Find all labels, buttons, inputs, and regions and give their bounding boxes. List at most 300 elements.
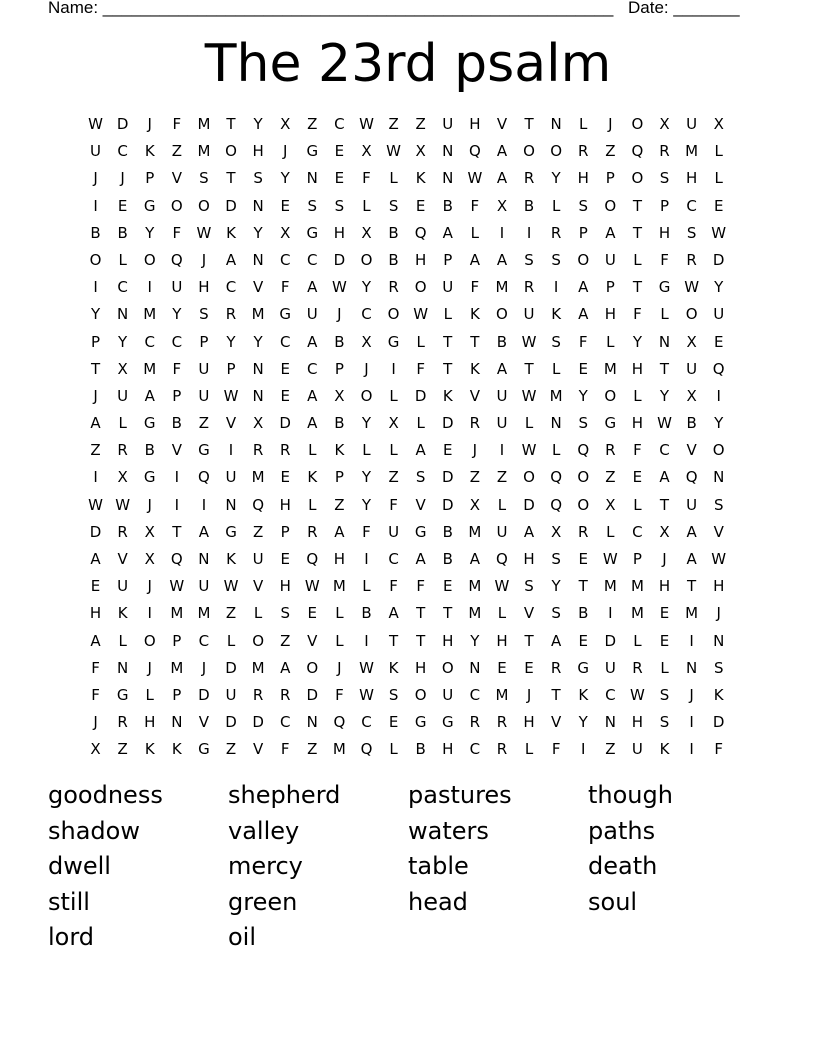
grid-letter: O <box>604 386 617 405</box>
grid-letter: J <box>526 685 532 704</box>
grid-letter: H <box>523 550 535 568</box>
grid-letter: O <box>577 468 590 487</box>
grid-letter: Z <box>388 115 399 133</box>
grid-letter: C <box>307 250 318 269</box>
grid-letter: F <box>633 441 642 460</box>
grid-letter: S <box>524 250 534 269</box>
grid-letter: A <box>415 550 426 568</box>
grid-letter: C <box>469 740 481 759</box>
grid-letter: G <box>306 223 319 242</box>
grid-letter: R <box>252 441 264 460</box>
word-bank-item: valley <box>228 816 300 845</box>
grid-letter: O <box>523 142 535 161</box>
grid-letter: L <box>714 169 723 188</box>
grid-letter: L <box>470 223 480 242</box>
grid-letter: S <box>388 685 399 704</box>
grid-letter: J <box>147 658 152 677</box>
grid-letter: K <box>388 658 399 677</box>
grid-letter: M <box>630 577 644 596</box>
grid-letter: T <box>172 522 182 541</box>
grid-letter: K <box>713 685 724 704</box>
grid-letter: Y <box>361 278 372 297</box>
grid-letter: Z <box>388 468 399 487</box>
grid-letter: I <box>689 740 694 759</box>
grid-letter: V <box>496 115 508 133</box>
grid-letter: M <box>495 278 509 297</box>
grid-letter: V <box>225 414 237 433</box>
grid-letter: D <box>306 685 319 704</box>
grid-letter: H <box>713 577 725 596</box>
grid-letter: E <box>443 577 453 596</box>
grid-letter: Y <box>551 169 561 188</box>
grid-letter: Y <box>280 169 290 188</box>
grid-letter: M <box>251 658 265 677</box>
grid-letter: I <box>147 278 152 297</box>
grid-letter: Z <box>198 414 210 433</box>
grid-letter: J <box>337 658 342 677</box>
grid-letter: L <box>497 495 507 514</box>
grid-letter: L <box>579 115 588 133</box>
grid-letter: C <box>659 441 670 460</box>
grid-letter: C <box>171 332 183 351</box>
grid-letter: P <box>226 359 236 378</box>
grid-letter: M <box>197 604 211 623</box>
grid-letter: L <box>497 604 507 623</box>
grid-letter: A <box>659 468 670 487</box>
grid-letter: A <box>307 414 318 433</box>
grid-letter: K <box>334 441 345 460</box>
grid-letter: W <box>467 169 483 188</box>
grid-letter: X <box>252 414 264 433</box>
grid-letter: N <box>252 250 264 269</box>
grid-letter: C <box>117 142 128 161</box>
grid-letter: L <box>633 495 642 514</box>
grid-letter: E <box>388 713 399 732</box>
grid-letter: O <box>306 658 319 677</box>
grid-letter: W <box>359 658 374 677</box>
grid-letter: E <box>497 658 507 677</box>
grid-letter: L <box>145 685 154 704</box>
grid-letter: D <box>441 414 454 433</box>
grid-letter: B <box>442 196 453 215</box>
grid-letter: N <box>469 658 481 677</box>
grid-letter: K <box>659 740 670 759</box>
grid-letter: B <box>90 223 101 242</box>
grid-letter: D <box>225 658 237 677</box>
grid-letter: N <box>252 386 264 405</box>
grid-letter: X <box>117 359 128 378</box>
grid-letter: W <box>331 278 347 297</box>
grid-letter: W <box>304 577 320 596</box>
grid-letter: F <box>416 577 425 596</box>
grid-letter: U <box>604 658 616 677</box>
grid-letter: F <box>362 522 371 541</box>
grid-letter: M <box>549 386 563 405</box>
grid-letter: C <box>279 250 291 269</box>
grid-letter: V <box>171 169 182 188</box>
grid-letter: U <box>496 414 508 433</box>
grid-letter: U <box>306 305 318 324</box>
grid-letter: Q <box>170 550 183 568</box>
grid-letter: F <box>280 278 290 297</box>
grid-letter: Y <box>659 386 670 405</box>
grid-letter: C <box>144 332 155 351</box>
word-bank-item: mercy <box>228 852 303 880</box>
grid-letter: U <box>198 577 210 596</box>
grid-letter: L <box>118 250 127 269</box>
grid-letter: Y <box>253 332 263 351</box>
grid-letter: J <box>93 713 98 732</box>
grid-letter: H <box>631 359 644 378</box>
grid-letter: U <box>252 550 264 568</box>
word-bank-item: dwell <box>48 852 111 880</box>
grid-letter: E <box>117 196 128 215</box>
grid-letter: Z <box>171 142 182 161</box>
word-bank-item: death <box>588 852 658 880</box>
grid-letter: R <box>252 685 264 704</box>
grid-letter: T <box>632 278 642 297</box>
grid-letter: U <box>686 115 698 133</box>
grid-letter: W <box>494 577 510 596</box>
grid-letter: U <box>442 115 454 133</box>
grid-letter: L <box>551 359 561 378</box>
grid-letter: L <box>335 604 344 623</box>
grid-letter: K <box>469 359 480 378</box>
grid-letter: G <box>577 658 590 677</box>
grid-letter: Y <box>226 332 236 351</box>
grid-letter: G <box>658 278 671 297</box>
grid-letter: I <box>364 550 369 568</box>
grid-letter: M <box>630 604 644 623</box>
grid-letter: F <box>172 115 182 133</box>
grid-letter: S <box>307 196 318 215</box>
grid-letter: B <box>334 332 345 351</box>
grid-letter: W <box>521 386 537 405</box>
grid-letter: U <box>388 522 400 541</box>
grid-letter: M <box>468 604 482 623</box>
grid-letter: O <box>360 250 373 269</box>
grid-letter: X <box>659 115 670 133</box>
grid-letter: O <box>225 142 237 161</box>
grid-letter: U <box>523 305 535 324</box>
grid-letter: C <box>388 550 399 568</box>
grid-letter: A <box>90 631 101 650</box>
grid-letter: G <box>441 713 454 732</box>
grid-letter: J <box>608 115 613 133</box>
grid-letter: I <box>391 359 396 378</box>
grid-letter: D <box>604 631 617 650</box>
grid-letter: D <box>225 196 237 215</box>
grid-letter: E <box>280 386 290 405</box>
grid-letter: P <box>172 386 182 405</box>
grid-letter: N <box>713 468 725 487</box>
grid-letter: O <box>577 250 590 269</box>
grid-letter: L <box>443 305 452 324</box>
grid-letter: D <box>441 468 454 487</box>
grid-letter: L <box>118 631 127 650</box>
grid-letter: R <box>469 713 481 732</box>
grid-letter: D <box>252 713 264 732</box>
grid-letter: Q <box>577 441 590 460</box>
grid-letter: N <box>252 359 264 378</box>
grid-letter: U <box>686 495 698 514</box>
grid-letter: C <box>361 305 372 324</box>
grid-letter: N <box>171 713 183 732</box>
grid-letter: X <box>605 495 616 514</box>
grid-letter: O <box>496 305 508 324</box>
grid-letter: T <box>659 359 670 378</box>
grid-letter: X <box>90 740 101 759</box>
grid-letter: U <box>225 468 237 487</box>
grid-letter: L <box>308 441 317 460</box>
grid-letter: M <box>468 577 482 596</box>
grid-letter: K <box>226 550 236 568</box>
word-bank-item: shepherd <box>228 781 341 809</box>
grid-letter: G <box>414 522 427 541</box>
grid-letter: V <box>252 278 264 297</box>
grid-letter: G <box>604 414 617 433</box>
grid-letter: J <box>147 115 152 133</box>
grid-letter: A <box>496 250 508 269</box>
grid-letter: V <box>171 441 182 460</box>
grid-letter: D <box>116 115 129 133</box>
grid-letter: F <box>470 196 480 215</box>
grid-letter: Q <box>631 142 644 161</box>
grid-letter: T <box>416 604 426 623</box>
grid-letter: N <box>713 631 725 650</box>
grid-letter: H <box>496 631 508 650</box>
grid-letter: M <box>603 577 617 596</box>
grid-letter: Z <box>280 631 291 650</box>
grid-letter: Z <box>225 740 237 759</box>
grid-letter: J <box>282 142 288 161</box>
grid-letter: Y <box>118 332 128 351</box>
grid-letter: E <box>578 359 588 378</box>
grid-letter: B <box>361 604 372 623</box>
grid-letter: E <box>659 604 670 623</box>
grid-letter: X <box>280 223 291 242</box>
grid-letter: B <box>334 414 345 433</box>
grid-letter: E <box>280 359 290 378</box>
grid-letter: A <box>388 604 399 623</box>
grid-letter: C <box>469 685 481 704</box>
grid-letter: I <box>93 196 98 215</box>
grid-letter: R <box>578 522 589 541</box>
grid-letter: A <box>469 550 480 568</box>
grid-letter: H <box>469 115 481 133</box>
grid-letter: K <box>171 740 182 759</box>
grid-letter: O <box>577 495 590 514</box>
grid-letter: X <box>361 223 372 242</box>
grid-letter: A <box>280 658 291 677</box>
grid-letter: Y <box>172 305 182 324</box>
grid-letter: N <box>604 713 616 732</box>
grid-letter: B <box>117 223 128 242</box>
grid-letter: V <box>469 386 480 405</box>
grid-letter: M <box>143 305 157 324</box>
grid-letter: J <box>93 386 98 405</box>
grid-letter: H <box>442 740 454 759</box>
grid-letter: O <box>414 685 427 704</box>
grid-letter: N <box>306 713 318 732</box>
grid-letter: Q <box>685 468 698 487</box>
grid-letter: J <box>147 495 152 514</box>
grid-letter: L <box>389 740 398 759</box>
grid-letter: P <box>199 332 209 351</box>
grid-letter: L <box>416 414 425 433</box>
grid-letter: L <box>551 196 561 215</box>
grid-letter: H <box>631 414 644 433</box>
grid-letter: O <box>143 250 156 269</box>
grid-letter: I <box>93 278 98 297</box>
grid-letter: S <box>686 223 697 242</box>
grid-letter: Z <box>496 468 508 487</box>
grid-letter: L <box>660 658 669 677</box>
grid-letter: F <box>280 740 290 759</box>
grid-letter: A <box>496 142 508 161</box>
grid-letter: D <box>225 713 237 732</box>
grid-letter: P <box>172 631 182 650</box>
grid-letter: N <box>117 658 129 677</box>
grid-letter: E <box>280 196 290 215</box>
grid-letter: G <box>198 740 210 759</box>
grid-letter: S <box>659 685 670 704</box>
word-bank-item: head <box>408 887 468 916</box>
grid-letter: E <box>578 550 588 568</box>
grid-letter: X <box>144 522 155 541</box>
grid-letter: G <box>143 468 156 487</box>
grid-letter: C <box>198 631 210 650</box>
grid-letter: X <box>415 142 426 161</box>
grid-letter: O <box>170 196 183 215</box>
grid-letter: G <box>306 142 319 161</box>
page-title: The 23rd psalm <box>204 34 612 94</box>
grid-letter: O <box>523 468 535 487</box>
grid-letter: P <box>334 359 344 378</box>
word-bank-item: green <box>228 887 298 916</box>
grid-letter: Z <box>90 441 101 460</box>
grid-letter: W <box>223 386 239 405</box>
grid-letter: J <box>120 169 125 188</box>
grid-letter: O <box>387 305 400 324</box>
grid-letter: T <box>90 359 101 378</box>
grid-letter: E <box>713 196 724 215</box>
grid-letter: A <box>144 386 155 405</box>
grid-letter: M <box>251 468 265 487</box>
grid-letter: N <box>117 305 129 324</box>
grid-letter: G <box>387 332 400 351</box>
grid-letter: B <box>388 223 399 242</box>
grid-letter: J <box>93 169 98 188</box>
grid-letter: U <box>225 685 237 704</box>
word-bank-item: pastures <box>408 781 512 809</box>
grid-letter: D <box>712 250 725 269</box>
grid-letter: Z <box>469 468 480 487</box>
grid-letter: L <box>524 740 534 759</box>
grid-letter: Y <box>253 223 263 242</box>
grid-letter: A <box>442 223 453 242</box>
grid-letter: G <box>198 441 210 460</box>
grid-letter: P <box>632 550 642 568</box>
grid-letter: R <box>225 305 237 324</box>
grid-letter: Z <box>605 142 616 161</box>
grid-letter: K <box>144 142 155 161</box>
grid-letter: L <box>118 414 127 433</box>
grid-letter: Z <box>605 740 616 759</box>
grid-letter: K <box>469 305 480 324</box>
grid-letter: U <box>198 386 210 405</box>
grid-letter: D <box>523 495 535 514</box>
grid-letter: F <box>389 577 398 596</box>
word-bank-item: waters <box>408 816 489 845</box>
grid-letter: M <box>143 359 157 378</box>
grid-letter: P <box>605 278 615 297</box>
grid-letter: N <box>550 115 562 133</box>
grid-letter: T <box>659 495 670 514</box>
grid-letter: U <box>686 359 698 378</box>
grid-letter: Q <box>468 142 481 161</box>
grid-letter: W <box>413 305 429 324</box>
grid-letter: S <box>713 495 724 514</box>
grid-letter: Y <box>632 332 642 351</box>
grid-letter: S <box>524 577 534 596</box>
grid-letter: L <box>389 169 398 188</box>
grid-letter: K <box>442 386 453 405</box>
grid-letter: P <box>334 468 344 487</box>
grid-letter: B <box>523 196 535 215</box>
grid-letter: E <box>713 332 724 351</box>
grid-letter: W <box>88 115 103 133</box>
grid-letter: V <box>551 713 562 732</box>
grid-letter: Y <box>551 577 561 596</box>
grid-letter: K <box>307 468 318 487</box>
grid-letter: E <box>632 468 643 487</box>
grid-letter: T <box>443 359 453 378</box>
grid-letter: T <box>443 604 453 623</box>
grid-letter: S <box>199 169 209 188</box>
grid-letter: V <box>307 631 318 650</box>
grid-letter: L <box>362 196 371 215</box>
grid-letter: O <box>441 658 454 677</box>
grid-letter: T <box>687 577 697 596</box>
grid-letter: H <box>523 713 535 732</box>
grid-letter: E <box>415 196 426 215</box>
grid-letter: E <box>578 631 588 650</box>
grid-letter: B <box>686 414 697 433</box>
grid-letter: C <box>361 713 372 732</box>
grid-letter: O <box>89 250 102 269</box>
grid-letter: F <box>470 278 480 297</box>
grid-letter: W <box>711 550 727 568</box>
grid-letter: S <box>551 332 561 351</box>
grid-letter: R <box>279 685 291 704</box>
grid-letter: W <box>657 414 672 433</box>
grid-letter: Z <box>605 468 616 487</box>
grid-letter: A <box>307 332 318 351</box>
grid-letter: W <box>386 142 401 161</box>
grid-letter: J <box>337 305 342 324</box>
grid-letter: I <box>553 278 559 297</box>
grid-letter: L <box>714 142 723 161</box>
grid-letter: W <box>630 685 645 704</box>
grid-letter: M <box>685 142 699 161</box>
grid-letter: H <box>198 278 210 297</box>
grid-letter: W <box>521 332 537 351</box>
grid-letter: L <box>606 332 615 351</box>
grid-letter: A <box>334 522 345 541</box>
grid-letter: C <box>334 115 345 133</box>
grid-letter: T <box>226 169 236 188</box>
